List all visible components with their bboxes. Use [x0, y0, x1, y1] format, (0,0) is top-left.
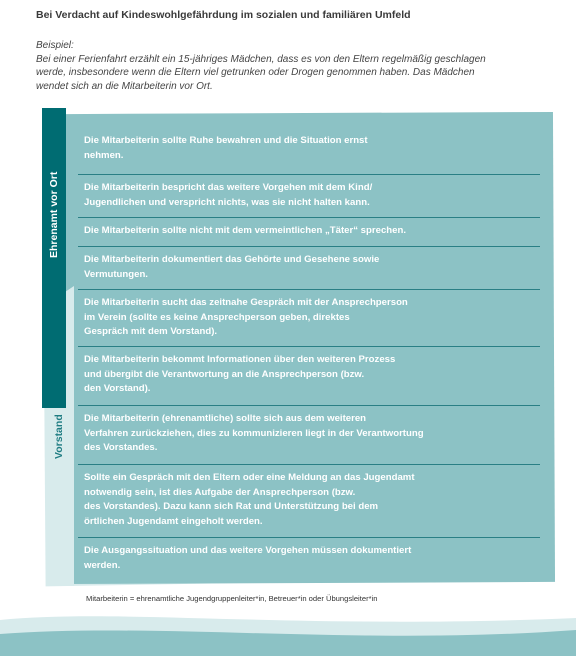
- step-line: den Vorstand).: [84, 383, 151, 394]
- step-line: nehmen.: [84, 149, 124, 161]
- example-label: Beispiel:: [36, 40, 74, 51]
- step-line: Jugendlichen und verspricht nichts, was sie nicht halten kann.: [84, 196, 370, 208]
- step-line: Die Mitarbeiterin (ehrenamtliche) sollte sich aus dem weiteren: [84, 413, 367, 424]
- vorstand-label: Vorstand: [53, 414, 65, 459]
- step-line: im Verein (sollte es keine Ansprechperson geben, direktes: [84, 311, 350, 323]
- step-item: [78, 128, 540, 175]
- step-item: [78, 347, 540, 406]
- ehrenamt-bar: [42, 108, 66, 408]
- step-line: Die Mitarbeiterin sollte Ruhe bewahren und die Situation ernst: [84, 135, 368, 146]
- step-line: notwendig sein, ist dies Aufgabe der Ansprechperson (bzw.: [84, 486, 356, 498]
- page-heading: Bei Verdacht auf Kindeswohlgefährdung im sozialen und familiären Umfeld: [36, 9, 411, 21]
- step-line: Die Mitarbeiterin sollte nicht mit dem vermeintlichen „Täter“ sprechen.: [84, 225, 407, 236]
- example-line: werde, insbesondere wenn die Eltern viel getrunken oder Drogen genommen haben. Das Mädchen: [36, 67, 475, 78]
- step-item: [78, 406, 540, 465]
- step-line: Die Mitarbeiterin sucht das zeitnahe Gespräch mit der Ansprechperson: [84, 297, 408, 308]
- step-line: Verfahren zurückziehen, dies zu kommunizieren liegt in der Verantwortung: [84, 427, 424, 439]
- footnote: Mitarbeiterin = ehrenamtliche Jugendgruppenleiter*in, Betreuer*in oder Übungsleiter*in: [86, 594, 378, 603]
- step-line: werden.: [84, 559, 121, 571]
- step-item: [78, 247, 540, 290]
- step-line: des Vorstandes.: [84, 442, 158, 453]
- step-item: [78, 218, 540, 247]
- step-line: Gespräch mit dem Vorstand).: [84, 326, 218, 337]
- step-line: und übergibt die Verantwortung an die Ansprechperson (bzw.: [84, 368, 365, 380]
- step-item: [78, 290, 540, 347]
- steps-list: [78, 128, 540, 576]
- example-line: wendet sich an die Mitarbeiterin vor Ort.: [36, 80, 213, 92]
- bottom-decoration: [0, 612, 576, 656]
- step-line: örtlichen Jugendamt eingeholt werden.: [84, 515, 263, 527]
- step-line: Vermutungen.: [84, 268, 148, 280]
- example-block: [36, 39, 556, 93]
- example-line: Bei einer Ferienfahrt erzählt ein 15-jähriges Mädchen, dass es von den Eltern regelmäßig geschlagen: [36, 53, 486, 65]
- step-item: [78, 175, 540, 218]
- step-item: [78, 538, 540, 576]
- step-line: Sollte ein Gespräch mit den Eltern oder eine Meldung an das Jugendamt: [84, 472, 415, 483]
- step-line: Die Mitarbeiterin dokumentiert das Gehörte und Gesehene sowie: [84, 254, 380, 265]
- step-line: Die Ausgangssituation und das weitere Vorgehen müssen dokumentiert: [84, 545, 412, 556]
- ehrenamt-label: Ehrenamt vor Ort: [48, 171, 60, 258]
- step-item: [78, 465, 540, 538]
- step-line: Die Mitarbeiterin bespricht das weitere Vorgehen mit dem Kind/: [84, 182, 373, 193]
- step-line: Die Mitarbeiterin bekommt Informationen über den weiteren Prozess: [84, 354, 396, 365]
- step-line: des Vorstandes). Dazu kann sich Rat und Unterstützung bei dem: [84, 501, 379, 512]
